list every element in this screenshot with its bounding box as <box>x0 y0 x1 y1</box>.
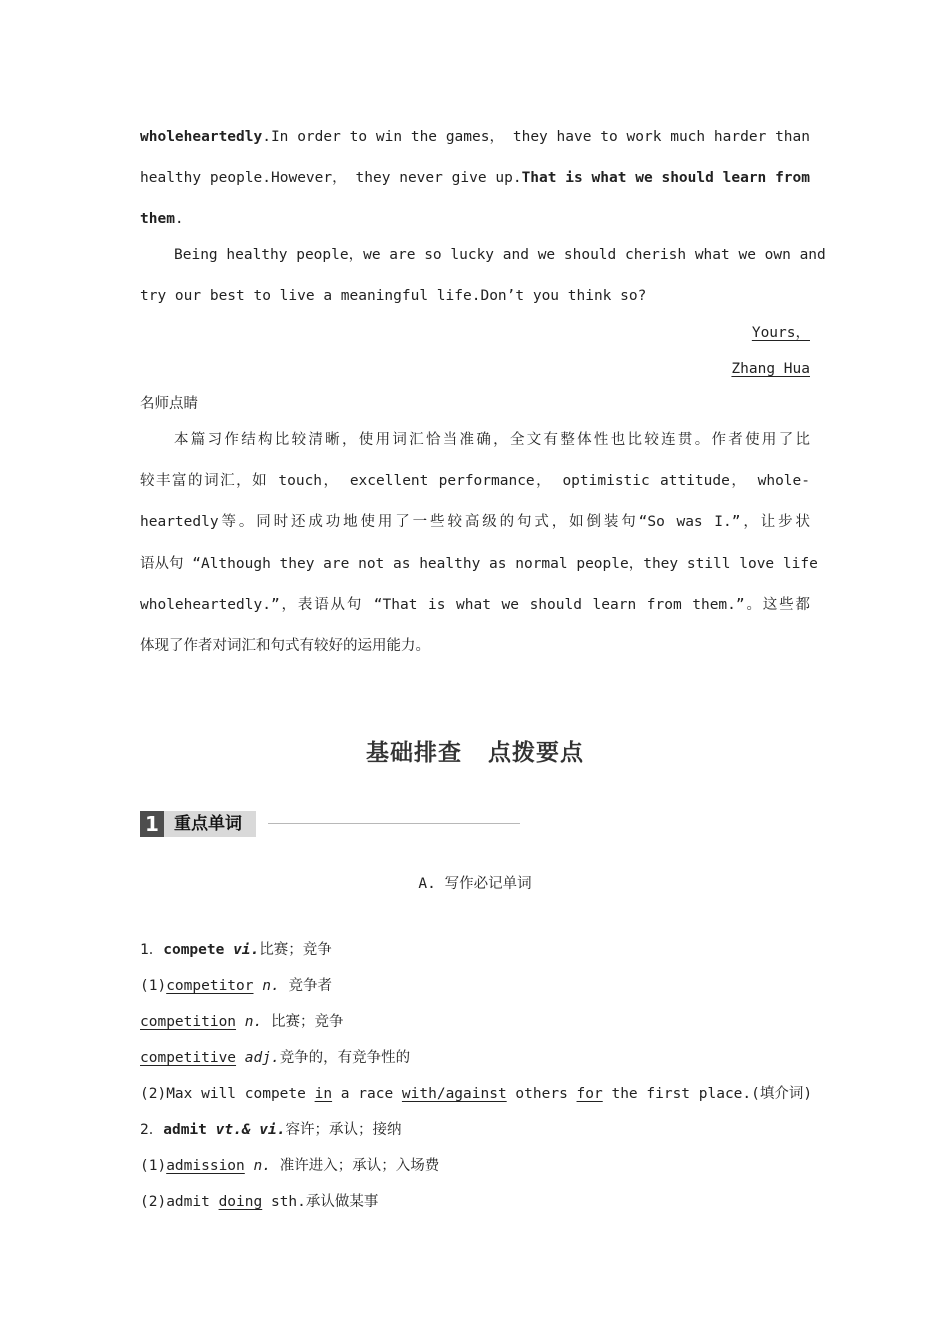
vocab-derivative: (1)competitor n. 竞争者 <box>140 978 332 994</box>
comment-line-2: 较丰富的词汇，如 touch， excellent performance， optimistic attitude， whole- <box>140 473 810 489</box>
comment-line-3: heartedly等。同时还成功地使用了一些较高级的句式，如倒装句“So was I.”，让步状 <box>140 514 810 530</box>
divider-line <box>268 823 520 824</box>
comment-heading: 名师点睛 <box>140 396 198 412</box>
vocab-derivative: competitive adj.竞争的，有竞争性的 <box>140 1050 411 1066</box>
comment-line-1: 本篇习作结构比较清晰，使用词汇恰当准确，全文有整体性也比较连贯。作者使用了比 <box>174 432 810 448</box>
vocab-example: (2)Max will compete in a race with/against others for the first place.(填介词) <box>140 1086 813 1102</box>
bold-phrase: That is what we should learn from <box>521 170 810 186</box>
essay-line-1: wholeheartedly.In order to win the games， they have to work much harder than <box>140 129 810 145</box>
answer-blank: competitive <box>140 1050 237 1066</box>
vocab-item-admit: 2．admit vt.& vi.容许；承认；接纳 <box>140 1122 402 1138</box>
answer-blank: in <box>314 1086 333 1102</box>
vocab-example: (2)admit doing sth.承认做某事 <box>140 1194 379 1210</box>
vocab-derivative: (1)admission n. 准许进入；承认；入场费 <box>140 1158 440 1174</box>
comment-line-6: 体现了作者对词汇和句式有较好的运用能力。 <box>140 638 430 654</box>
answer-blank: competition <box>140 1014 237 1030</box>
section-heading: 基础排查 点拨要点 <box>366 740 584 766</box>
essay-line-2: healthy people.However， they never give up.That is what we should learn from <box>140 170 810 186</box>
bold-phrase: wholeheartedly <box>140 129 263 145</box>
vocab-derivative: competition n. 比赛；竞争 <box>140 1014 344 1030</box>
subsection-number: 1 <box>140 811 164 837</box>
comment-line-4: 语从句 “Although they are not as healthy as normal people，they still love life <box>140 556 818 572</box>
essay-line-3: them. <box>140 211 184 227</box>
essay-para2-line-2: try our best to live a meaningful life.Don’t you think so? <box>140 288 647 304</box>
comment-line-5: wholeheartedly.”，表语从句 “That is what we should learn from them.”。这些都 <box>140 597 810 613</box>
answer-blank: doing <box>218 1194 263 1210</box>
answer-blank: admission <box>166 1158 245 1174</box>
essay-para2-line-1: Being healthy people，we are so lucky and we should cherish what we own and <box>174 247 826 263</box>
letter-closing: Yours， <box>751 325 810 341</box>
answer-blank: for <box>576 1086 603 1102</box>
vocab-item-compete: 1．compete vi.比赛；竞争 <box>140 942 332 958</box>
answer-blank: with/against <box>401 1086 507 1102</box>
subsection-badge <box>140 811 256 837</box>
letter-signature: Zhang Hua <box>731 361 810 377</box>
answer-blank: competitor <box>166 978 254 994</box>
subsection-subtitle: A. 写作必记单词 <box>418 876 532 892</box>
subsection-title: 重点单词 <box>164 811 256 837</box>
